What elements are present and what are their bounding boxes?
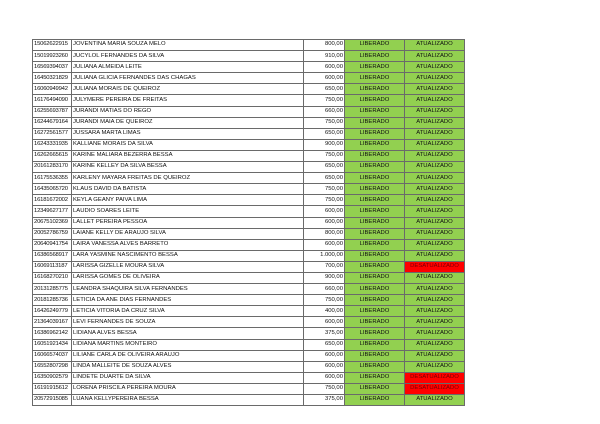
table-row <box>33 62 465 73</box>
table-row <box>33 395 465 406</box>
status-cell[interactable]: ATUALIZADO <box>405 106 465 117</box>
id-cell[interactable]: 20181285736 <box>33 295 72 306</box>
name-cell[interactable]: LINDETE DUARTE DA SILVA <box>72 372 304 383</box>
status-cell[interactable]: ATUALIZADO <box>405 284 465 295</box>
id-cell[interactable]: 16176494090 <box>33 95 72 106</box>
table-row <box>33 306 465 317</box>
id-cell[interactable]: 20675102369 <box>33 217 72 228</box>
liberado-cell[interactable]: LIBERADO <box>345 295 405 306</box>
name-cell[interactable]: LIDIANA ALVES BESSA <box>72 328 304 339</box>
status-cell[interactable]: DESATUALIZADO <box>405 383 465 394</box>
table-row <box>33 184 465 195</box>
name-cell[interactable]: JURANDI MATIAS DO REGO <box>72 106 304 117</box>
liberado-cell[interactable]: LIBERADO <box>345 184 405 195</box>
id-cell[interactable]: 16191915612 <box>33 383 72 394</box>
table-row <box>33 239 465 250</box>
id-cell[interactable]: 20161283170 <box>33 162 72 173</box>
liberado-cell[interactable]: LIBERADO <box>345 328 405 339</box>
status-cell[interactable]: ATUALIZADO <box>405 195 465 206</box>
table-row <box>33 150 465 161</box>
table-row <box>33 328 465 339</box>
liberado-cell[interactable]: LIBERADO <box>345 372 405 383</box>
id-cell[interactable]: 16386962142 <box>33 328 72 339</box>
liberado-cell[interactable]: LIBERADO <box>345 150 405 161</box>
value-cell[interactable]: 600,00 <box>304 239 345 250</box>
id-cell[interactable]: 16181672002 <box>33 195 72 206</box>
name-cell[interactable]: JULYMERE PEREIRA DE FREITAS <box>72 95 304 106</box>
liberado-cell[interactable]: LIBERADO <box>345 195 405 206</box>
name-cell[interactable]: LIDIANA MARTINS MONTEIRO <box>72 339 304 350</box>
value-cell[interactable]: 375,00 <box>304 328 345 339</box>
name-cell[interactable]: KLAUS DAVID DA BATISTA <box>72 184 304 195</box>
id-cell[interactable]: 16552807298 <box>33 361 72 372</box>
name-cell[interactable]: JULIANA MORAIS DE QUEIROZ <box>72 84 304 95</box>
id-cell[interactable]: 16069113187 <box>33 261 72 272</box>
id-cell[interactable]: 15062622915 <box>33 40 72 51</box>
liberado-cell[interactable]: LIBERADO <box>345 128 405 139</box>
name-cell[interactable]: LAIRA VANESSA ALVES BARRETO <box>72 239 304 250</box>
table-row <box>33 339 465 350</box>
value-cell[interactable]: 600,00 <box>304 361 345 372</box>
name-cell[interactable]: LAIANE KELLY DE ARAUJO SILVA <box>72 228 304 239</box>
status-cell[interactable]: ATUALIZADO <box>405 306 465 317</box>
status-cell[interactable]: ATUALIZADO <box>405 361 465 372</box>
value-cell[interactable]: 600,00 <box>304 317 345 328</box>
name-cell[interactable]: KARLENY MAYARA FREITAS DE QUEIROZ <box>72 173 304 184</box>
liberado-cell[interactable]: LIBERADO <box>345 73 405 84</box>
status-cell[interactable]: ATUALIZADO <box>405 117 465 128</box>
id-cell[interactable]: 12349627177 <box>33 206 72 217</box>
liberado-cell[interactable]: LIBERADO <box>345 383 405 394</box>
name-cell[interactable]: LARISSA GOMES DE OLIVEIRA <box>72 272 304 283</box>
table-row <box>33 295 465 306</box>
value-cell[interactable]: 650,00 <box>304 162 345 173</box>
id-cell[interactable]: 16066574037 <box>33 350 72 361</box>
id-cell[interactable]: 16255693787 <box>33 106 72 117</box>
status-cell[interactable]: ATUALIZADO <box>405 395 465 406</box>
liberado-cell[interactable]: LIBERADO <box>345 51 405 62</box>
value-cell[interactable]: 750,00 <box>304 117 345 128</box>
status-cell[interactable]: ATUALIZADO <box>405 139 465 150</box>
status-cell[interactable]: ATUALIZADO <box>405 150 465 161</box>
name-cell[interactable]: LUANA KELLYPEREIRA BESSA <box>72 395 304 406</box>
table-row <box>33 217 465 228</box>
liberado-cell[interactable]: LIBERADO <box>345 339 405 350</box>
table-row <box>33 106 465 117</box>
status-cell[interactable]: ATUALIZADO <box>405 51 465 62</box>
value-cell[interactable]: 600,00 <box>304 73 345 84</box>
name-cell[interactable]: KEYLA GEANY PAIVA LIMA <box>72 195 304 206</box>
liberado-cell[interactable]: LIBERADO <box>345 162 405 173</box>
status-cell[interactable]: ATUALIZADO <box>405 95 465 106</box>
name-cell[interactable]: KARINE MALIARA BEZERRA BESSA <box>72 150 304 161</box>
status-cell[interactable]: ATUALIZADO <box>405 62 465 73</box>
table-row <box>33 162 465 173</box>
liberado-cell[interactable]: LIBERADO <box>345 317 405 328</box>
name-cell[interactable]: LINDA MALLEITE DE SOUZA ALVES <box>72 361 304 372</box>
status-cell[interactable]: DESATUALIZADO <box>405 372 465 383</box>
table-row <box>33 84 465 95</box>
value-cell[interactable]: 750,00 <box>304 150 345 161</box>
value-cell[interactable]: 900,00 <box>304 139 345 150</box>
id-cell[interactable]: 16386568917 <box>33 250 72 261</box>
value-cell[interactable]: 660,00 <box>304 284 345 295</box>
table-row <box>33 372 465 383</box>
id-cell[interactable]: 16262665615 <box>33 150 72 161</box>
name-cell[interactable]: JURANDI MAIA DE QUEIROZ <box>72 117 304 128</box>
value-cell[interactable]: 800,00 <box>304 228 345 239</box>
status-cell[interactable]: ATUALIZADO <box>405 250 465 261</box>
name-cell[interactable]: LETICIA VITORIA DA CRUZ SILVA <box>72 306 304 317</box>
liberado-cell[interactable]: LIBERADO <box>345 95 405 106</box>
value-cell[interactable]: 650,00 <box>304 84 345 95</box>
id-cell[interactable]: 16272561577 <box>33 128 72 139</box>
liberado-cell[interactable]: LIBERADO <box>345 139 405 150</box>
table-row <box>33 51 465 62</box>
status-cell[interactable]: ATUALIZADO <box>405 128 465 139</box>
value-cell[interactable]: 660,00 <box>304 106 345 117</box>
status-cell[interactable]: ATUALIZADO <box>405 228 465 239</box>
liberado-cell[interactable]: LIBERADO <box>345 239 405 250</box>
status-cell[interactable]: ATUALIZADO <box>405 350 465 361</box>
name-cell[interactable]: KALLIANE MORAIS DA SILVA <box>72 139 304 150</box>
value-cell[interactable]: 650,00 <box>304 339 345 350</box>
table-row <box>33 383 465 394</box>
id-cell[interactable]: 16350902579 <box>33 372 72 383</box>
liberado-cell[interactable]: LIBERADO <box>345 217 405 228</box>
table-row <box>33 272 465 283</box>
value-cell[interactable]: 900,00 <box>304 272 345 283</box>
value-cell[interactable]: 650,00 <box>304 173 345 184</box>
name-cell[interactable]: JUCYLOL FERNANDES DA SILVA <box>72 51 304 62</box>
liberado-cell[interactable]: LIBERADO <box>345 350 405 361</box>
liberado-cell[interactable]: LIBERADO <box>345 284 405 295</box>
table-row <box>33 117 465 128</box>
id-cell[interactable]: 16435065720 <box>33 184 72 195</box>
value-cell[interactable]: 600,00 <box>304 217 345 228</box>
liberado-cell[interactable]: LIBERADO <box>345 361 405 372</box>
id-cell[interactable]: 20640941754 <box>33 239 72 250</box>
name-cell[interactable]: LETICIA DA ANE DIAS FERNANDES <box>72 295 304 306</box>
name-cell[interactable]: KARINE KELLEY DA SILVA BESSA <box>72 162 304 173</box>
table-row <box>33 173 465 184</box>
status-cell[interactable]: ATUALIZADO <box>405 173 465 184</box>
liberado-cell[interactable]: LIBERADO <box>345 206 405 217</box>
status-cell[interactable]: ATUALIZADO <box>405 328 465 339</box>
id-cell[interactable]: 16426249779 <box>33 306 72 317</box>
liberado-cell[interactable]: LIBERADO <box>345 228 405 239</box>
status-cell[interactable]: ATUALIZADO <box>405 73 465 84</box>
status-cell[interactable]: ATUALIZADO <box>405 239 465 250</box>
value-cell[interactable]: 650,00 <box>304 128 345 139</box>
id-cell[interactable]: 15019923260 <box>33 51 72 62</box>
name-cell[interactable]: LORENA PRISCILA PEREIRA MOURA <box>72 383 304 394</box>
value-cell[interactable]: 600,00 <box>304 62 345 73</box>
name-cell[interactable]: JOVENTINA MARIA SOUZA MELO <box>72 40 304 51</box>
name-cell[interactable]: LARISSA GIZELLE MOURA SILVA <box>72 261 304 272</box>
liberado-cell[interactable]: LIBERADO <box>345 395 405 406</box>
liberado-cell[interactable]: LIBERADO <box>345 250 405 261</box>
table-row <box>33 317 465 328</box>
name-cell[interactable]: JULIANA ALMEIDA LEITE <box>72 62 304 73</box>
status-cell[interactable]: ATUALIZADO <box>405 184 465 195</box>
liberado-cell[interactable]: LIBERADO <box>345 306 405 317</box>
liberado-cell[interactable]: LIBERADO <box>345 272 405 283</box>
name-cell[interactable]: LEVI FERNANDES DE SOUZA <box>72 317 304 328</box>
status-cell[interactable]: ATUALIZADO <box>405 317 465 328</box>
payment-status-table <box>32 39 465 406</box>
liberado-cell[interactable]: LIBERADO <box>345 40 405 51</box>
id-cell[interactable]: 16243331935 <box>33 139 72 150</box>
id-cell[interactable]: 20131285775 <box>33 284 72 295</box>
value-cell[interactable]: 600,00 <box>304 206 345 217</box>
liberado-cell[interactable]: LIBERADO <box>345 173 405 184</box>
value-cell[interactable]: 750,00 <box>304 195 345 206</box>
status-cell[interactable]: ATUALIZADO <box>405 40 465 51</box>
name-cell[interactable]: JULIANA GLICIA FERNANDES DAS CHAGAS <box>72 73 304 84</box>
id-cell[interactable]: 16244679164 <box>33 117 72 128</box>
id-cell[interactable]: 20572915085 <box>33 395 72 406</box>
value-cell[interactable]: 600,00 <box>304 350 345 361</box>
status-cell[interactable]: ATUALIZADO <box>405 217 465 228</box>
liberado-cell[interactable]: LIBERADO <box>345 62 405 73</box>
name-cell[interactable]: LILIANE CARLA DE OLIVEIRA ARAUJO <box>72 350 304 361</box>
id-cell[interactable]: 21364039167 <box>33 317 72 328</box>
id-cell[interactable]: 16051921434 <box>33 339 72 350</box>
status-cell[interactable]: ATUALIZADO <box>405 84 465 95</box>
table-body <box>33 40 465 406</box>
status-cell[interactable]: ATUALIZADO <box>405 162 465 173</box>
liberado-cell[interactable]: LIBERADO <box>345 106 405 117</box>
table-row <box>33 95 465 106</box>
value-cell[interactable]: 750,00 <box>304 383 345 394</box>
id-cell[interactable]: 16060949942 <box>33 84 72 95</box>
value-cell[interactable]: 1.000,00 <box>304 250 345 261</box>
id-cell[interactable]: 16569394037 <box>33 62 72 73</box>
name-cell[interactable]: LAUDIO SOARES LEITE <box>72 206 304 217</box>
value-cell[interactable]: 750,00 <box>304 95 345 106</box>
name-cell[interactable]: JUSSARA MARTA LIMAS <box>72 128 304 139</box>
value-cell[interactable]: 375,00 <box>304 395 345 406</box>
table-row <box>33 195 465 206</box>
id-cell[interactable]: 16175536355 <box>33 173 72 184</box>
table-row <box>33 261 465 272</box>
status-cell[interactable]: ATUALIZADO <box>405 272 465 283</box>
value-cell[interactable]: 700,00 <box>304 261 345 272</box>
id-cell[interactable]: 16168270210 <box>33 272 72 283</box>
table-row <box>33 139 465 150</box>
table-row <box>33 40 465 51</box>
value-cell[interactable]: 800,00 <box>304 40 345 51</box>
value-cell[interactable]: 600,00 <box>304 372 345 383</box>
id-cell[interactable]: 20052786759 <box>33 228 72 239</box>
value-cell[interactable]: 910,00 <box>304 51 345 62</box>
id-cell[interactable]: 16450321829 <box>33 73 72 84</box>
table-row <box>33 128 465 139</box>
table-row <box>33 284 465 295</box>
table-row <box>33 361 465 372</box>
status-cell[interactable]: ATUALIZADO <box>405 206 465 217</box>
table-row <box>33 350 465 361</box>
table-row <box>33 206 465 217</box>
name-cell[interactable]: LARA YASMINE NASCIMENTO BESSA <box>72 250 304 261</box>
status-cell[interactable]: ATUALIZADO <box>405 339 465 350</box>
value-cell[interactable]: 750,00 <box>304 295 345 306</box>
status-cell[interactable]: ATUALIZADO <box>405 295 465 306</box>
value-cell[interactable]: 400,00 <box>304 306 345 317</box>
status-cell[interactable]: DESATUALIZADO <box>405 261 465 272</box>
table-row <box>33 250 465 261</box>
table-row <box>33 228 465 239</box>
name-cell[interactable]: LALLET PEREIRA PESSOA <box>72 217 304 228</box>
value-cell[interactable]: 750,00 <box>304 184 345 195</box>
liberado-cell[interactable]: LIBERADO <box>345 84 405 95</box>
liberado-cell[interactable]: LIBERADO <box>345 261 405 272</box>
table-row <box>33 73 465 84</box>
name-cell[interactable]: LEANDRA SHAQUIRA SILVA FERNANDES <box>72 284 304 295</box>
liberado-cell[interactable]: LIBERADO <box>345 117 405 128</box>
